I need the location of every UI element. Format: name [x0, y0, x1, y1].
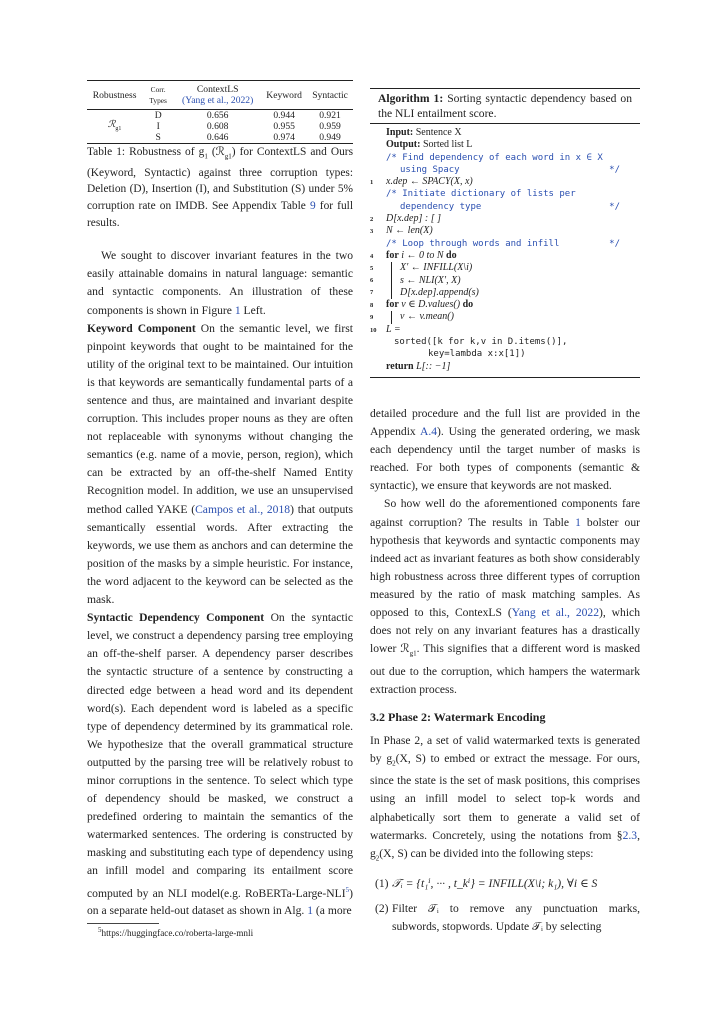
algo-line: key=lambda x:x[1]) [428, 349, 526, 360]
algorithm-box [370, 88, 640, 378]
row-type-d: D [154, 110, 162, 121]
row-type-i: I [156, 121, 160, 132]
right-column [370, 88, 640, 936]
section-heading: 3.2 Phase 2: Watermark Encoding [370, 709, 546, 724]
contextls-link[interactable]: Yang et al., 2022 [511, 605, 600, 619]
algo-output: Output: Sorted list L [386, 139, 473, 151]
algo-comment: /* Initiate dictionary of lists per [386, 189, 576, 200]
header-robustness: Robustness [92, 89, 137, 101]
row-type-s: S [155, 132, 161, 143]
algo-comment: /* Loop through words and infill */ [386, 238, 620, 249]
contextls-citation-link[interactable]: (Yang et al., 2022) [182, 95, 254, 106]
procedure-paragraph: detailed procedure and the full list are provided in the Appendix A.4). Using the generated ordering, we mask each dependency until the target number of masks is reached. For both types of components (semantic & syntactic), we ensure that keywords are not masked. [370, 406, 640, 493]
algo-comment: using Spacy */ [400, 164, 620, 175]
algo-line: 4 for i ← 0 to N do [370, 249, 457, 261]
algo-comment: dependency type */ [400, 201, 620, 212]
algo-return: return L[:: −1] [386, 360, 451, 372]
algo-line: 3 N ← len(X) [370, 225, 433, 237]
keyword-component-heading: Keyword Component [87, 321, 196, 335]
algo-line: 10 L = [370, 323, 401, 335]
intro-paragraph: We sought to discover invariant features in the two easily attainable domains in natural language: semantic and syntactic components. An illustration of these components is shown in Figure 1 Left. [87, 249, 353, 317]
cell: 0.656 [206, 110, 229, 121]
cell: 0.944 [273, 110, 295, 121]
algo-line: 9 v ← v.mean() [370, 311, 454, 323]
row-label: ℛ$_{g1}$ [107, 118, 122, 132]
results-paragraph: So how well do the aforementioned components fare against corruption? The results in Table 1 bolster our hypothesis that keywords and syntactic components may indeed act as invariant features as both show considerably high robustness across three different types of corruption measured by the ratio of mask matching samples. As opposed to this, ContexLS (Yang et al., 2022), which does not rely on any invariant features has a drastically lower ℛ$_{g1}$. This signifies that a different word is masked out due to the corruption, which hampers the watermark extraction process. [370, 497, 641, 696]
step-1: (1) 𝒯ᵢ = {t₁ⁱ, ··· , t_kⁱ} = INFILL(X\i; k₁), ∀i ∈ S [375, 877, 598, 891]
algo-line: 1 x.dep ← SPACY(X, x) [370, 176, 473, 188]
appendix-table-link[interactable]: 9 [309, 200, 316, 213]
algo-line: sorted([k for k,v in D.items()], [394, 337, 568, 348]
header-keyword: Keyword [266, 89, 302, 101]
algo-comment: /* Find dependency of each word in x ∈ X [386, 152, 603, 163]
phase2-paragraph: In Phase 2, a set of valid watermarked texts is generated by $g_2(X$, S) to embed or extract the message. For ours, since the state is the set of mask positions, this comprises using an infill model to select top-k words and alphabetically sort them to generate a valid set of watermarks. Concretely, using the notations from §2.3, $g_2(X$, S) can be divided into the following steps: [370, 733, 641, 863]
header-corr-types: Corr. Types [149, 85, 167, 105]
cell: 0.949 [319, 132, 341, 143]
cell: 0.921 [319, 110, 341, 121]
cell: 0.959 [319, 121, 341, 132]
header-contextls: ContextLS [196, 84, 239, 95]
cell: 0.646 [206, 132, 229, 143]
appendix-link[interactable]: A.4 [419, 425, 438, 439]
cell: 0.955 [273, 121, 295, 132]
figure-link[interactable]: 1 [234, 303, 241, 317]
syntactic-component-heading: Syntactic Dependency Component [87, 611, 265, 625]
header-syntactic: Syntactic [312, 89, 348, 101]
algorithm-title: Algorithm 1: Sorting syntactic dependency based on the NLI entailment score. [370, 89, 640, 124]
table-link[interactable]: 1 [575, 515, 581, 529]
cell: 0.608 [206, 121, 229, 132]
algorithm-link[interactable]: 1 [307, 904, 314, 918]
left-column [87, 80, 353, 921]
robustness-table [87, 80, 353, 144]
footnote-marker[interactable]: 5 [345, 885, 350, 894]
algo-input: Input: Sentence X [386, 127, 462, 138]
yake-citation-link[interactable]: Campos et al., 2018 [195, 502, 291, 516]
table-caption: Table 1: Robustness of $g_1$ (ℛ$_{g1}$) for ContextLS and Ours (Keyword, Syntactic) against three corruption types: Deletion (D), Insertion (I), and Substitution (S) under 5% corruption rate on IMDB. See Appendix Table 9 for full results. [87, 146, 354, 229]
algo-line: 8 for v ∈ D.values() do [370, 299, 474, 311]
algo-loop-body: 5 6 7 X′ ← INFILL(X\i) s ← NLI(X′, X) D[x.dep].append(s) [370, 262, 479, 298]
algorithm-lines [370, 124, 640, 375]
section-link[interactable]: 2.3 [622, 828, 638, 842]
footnote: $^5$https://huggingface.co/roberta-large-mnli [98, 926, 254, 939]
algo-line: 2 D[x.dep] : [ ] [370, 213, 441, 225]
footnote-rule [87, 923, 159, 924]
step-2: (2) Filter 𝒯ᵢ to remove any punctuation marks, subwords, stopwords. Update 𝒯ᵢ by selecting [375, 902, 640, 934]
syntactic-component-paragraph: Syntactic Dependency Component On the syntactic level, we construct a dependency parsing tree employing an off-the-shelf parser. A dependency parser describes the syntactic structure of a sentence by constructing a directed edge between a head word and its dependent word(s). Each dependent word is labeled as a specific type of dependency determined by its grammatical role. We hypothesize that the overall grammatical structure outputted by the parsing tree will be relatively robust to minor corruptions in the sentence. To select which type of dependency should be masked, we construct a predefined ordering to maintain the semantics of the watermarked sentences. The ordering is constructed by masking and substituting each type of dependency using an infill model and comparing its entailment score computed by an NLI model(e.g. RoBERTa-Large-NLI$^5$) on a separate held-out dataset as shown in Alg. 1 (a more [87, 611, 353, 918]
cell: 0.974 [273, 132, 295, 143]
keyword-component-paragraph: Keyword Component On the semantic level, we first pinpoint keywords that ought to be maintained for the utility of the original text to be maintained. Our intuition is that keywords are semantically fundamental parts of a sentence and thus, are maintained and invariant despite corruption. This includes proper nouns as they are often not replaceable with synonyms without changing the semantics (e.g. name of a movie, person, region), which can be extracted by an off-the-shelf Named Entity Recognition model. In addition, we use an unsupervised method called YAKE (Campos et al., 2018) that outputs semantically essential words. After extracting the keywords, we use them as anchors and can determine the position of the masks by a simple heuristic. For instance, the word adjacent to the keyword can be selected as the mask. [87, 321, 353, 607]
